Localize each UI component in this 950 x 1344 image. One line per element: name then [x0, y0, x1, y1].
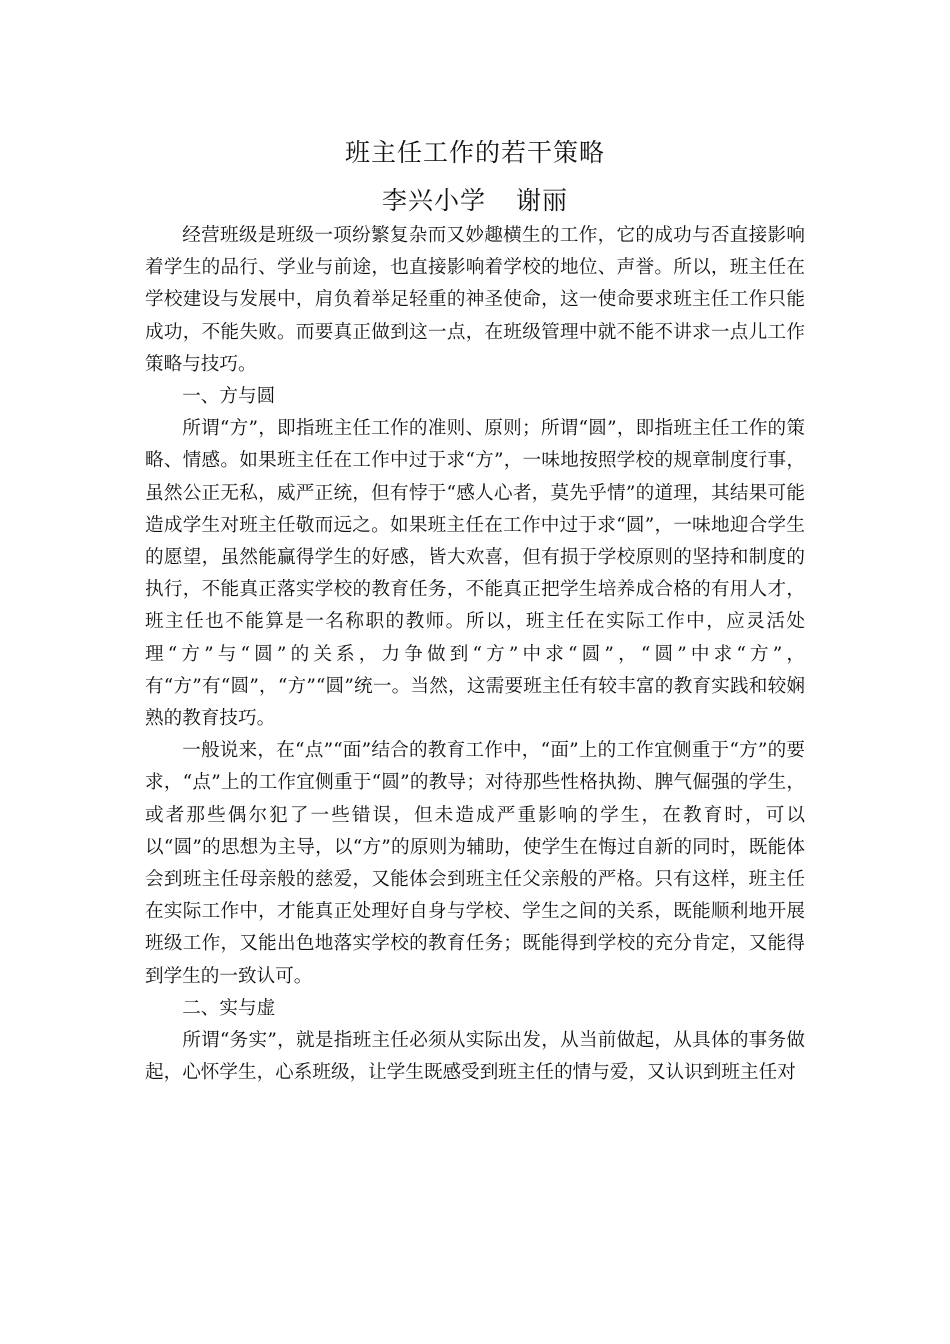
author-byline [0, 181, 950, 217]
section-heading-2: 二、实与虚 [182, 997, 276, 1019]
paragraph-1: 所谓“方”，即指班主任工作的准则、原则；所谓“圆”，即指班主任工作的策略、情感。如果班主任在工作中过于求“方”，一味地按照学校的规章制度行事，虽然公正无私，威严正统，但有悖于“感人心者，莫先乎情”的道理，其结果可能造成学生对班主任敬而远之。如果班主任在工作中过于求“圆”，一味地迎合学生的愿望，虽然能赢得学生的好感，皆大欢喜，但有损于学校原则的坚持和制度的执行，不能真正落实学校的教育任务，不能真正把学生培养成合格的有用人才，班主任也不能算是一名称职的教师。所以，班主任在实际工作中，应灵活处理“方”与“圆”的关系，力争做到“方”中求“圆”，“圆”中求“方”，有“方”有“圆”，“方”“圆”统一。当然，这需要班主任有较丰富的教育实践和较娴熟的教育技巧。 [145, 418, 805, 730]
author-school: 李兴小学 [381, 186, 486, 215]
paragraph-intro: 经营班级是班级一项纷繁复杂而又妙趣横生的工作，它的成功与否直接影响着学生的品行、学业与前途，也直接影响着学校的地位、声誉。所以，班主任在学校建设与发展中，肩负着举足轻重的神圣使命，这一使命要求班主任工作只能成功，不能失败。而要真正做到这一点，在班级管理中就不能不讲求一点儿工作策略与技巧。 [145, 225, 805, 375]
author-name: 谢丽 [516, 186, 569, 215]
paragraph-2: 一般说来，在“点”“面”结合的教育工作中，“面”上的工作宜侧重于“方”的要求，“点”上的工作宜侧重于“圆”的教导；对待那些性格执拗、脾气倔强的学生，或者那些偶尔犯了一些错误，但未造成严重影响的学生，在教育时，可以以“圆”的思想为主导，以“方”的原则为辅助，使学生在悔过自新的同时，既能体会到班主任母亲般的慈爱，又能体会到班主任父亲般的严格。只有这样，班主任在实际工作中，才能真正处理好自身与学校、学生之间的关系，既能顺利地开展班级工作，又能出色地落实学校的教育任务；既能得到学校的充分肯定，又能得到学生的一致认可。 [145, 740, 805, 987]
document-title: 班主任工作的若干策略 [344, 138, 605, 167]
paragraph-3: 所谓“务实”，就是指班主任必须从实际出发，从当前做起，从具体的事务做起，心怀学生，心系班级，让学生既感受到班主任的情与爱，又认识到班主任对 [145, 1030, 805, 1084]
section-heading-1: 一、方与圆 [182, 386, 276, 408]
document-body [145, 220, 805, 1089]
